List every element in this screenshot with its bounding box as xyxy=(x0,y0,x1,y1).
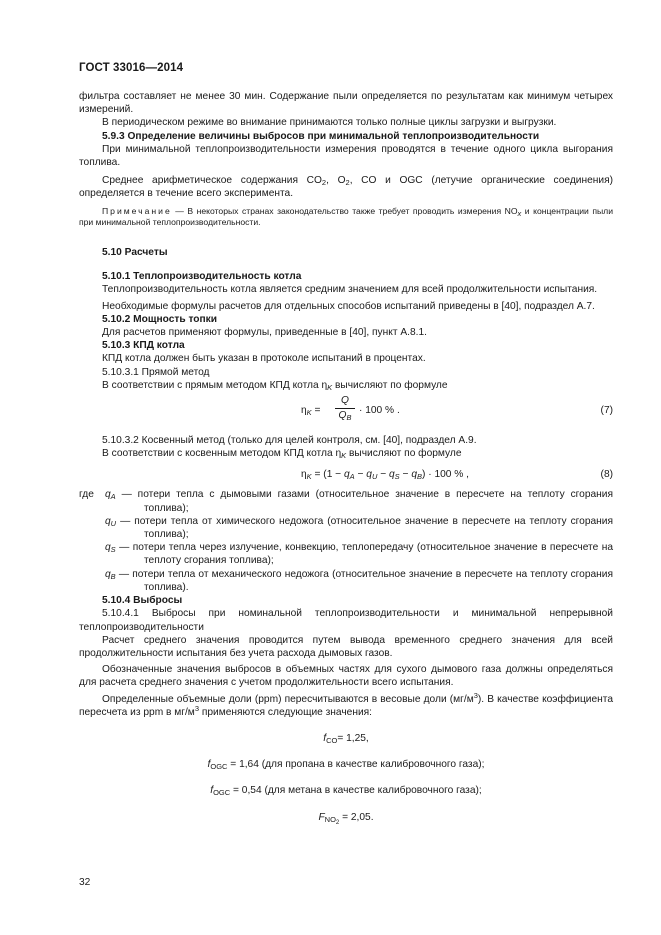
coefficient-f-ogc-propane: $f_{OGC} = 1,64$ (для пропана в качестве калибровочного газа); xyxy=(207,759,485,772)
section-5102-paragraph: Для расчетов применяют формулы, приведенные в [40], пункт А.8.1. xyxy=(102,327,427,339)
section-5101-paragraph-2: Необходимые формулы расчетов для отдельных способов испытаний приведены в [40], подраздел А.7. xyxy=(102,300,595,312)
indirect-method-heading: 5.10.3.2 Косвенный метод (только для целей контроля, см. [40], подраздел А.9. xyxy=(102,435,477,447)
page-header-title: ГОСТ 33016—2014 xyxy=(79,62,184,74)
note-label: Примечание xyxy=(102,205,172,216)
section-5103-paragraph: КПД котла должен быть указан в протоколе испытаний в процентах. xyxy=(102,353,426,365)
formula-7-number: (7) xyxy=(600,405,613,417)
section-5103-heading: 5.10.3 КПД котла xyxy=(102,340,185,352)
intro-paragraph-2: В периодическом режиме во внимание принимаются только полные циклы загрузки и выгрузки. xyxy=(102,117,557,129)
section-593-paragraph-1: При минимальной теплопроизводительности измерения проводятся в течение одного цикла выгорания топлива. xyxy=(79,143,613,169)
page-body xyxy=(79,90,613,824)
section-593-paragraph-2: Среднее арифметическое содержания $CO_2$, $O_2$, CO и OGC (летучие органические соединения) определяется в течение всего эксперимента. xyxy=(79,175,613,200)
section-510-heading: 5.10 Расчеты xyxy=(102,247,168,259)
symbol-definitions xyxy=(79,488,613,594)
section-5104-paragraph-3: Обозначенные значения выбросов в объемных частях для сухого дымового газа должны определяться для расчета среднего значения с учетом продолжительности всего испытания. xyxy=(79,664,613,689)
definition-row: где $q_A$ — потери тепла с дымовыми газами (относительное значение в пересчете на теплоту сгорания топлива); xyxy=(79,489,613,514)
section-593-heading: 5.9.3 Определение величины выбросов при минимальной теплопроизводительности xyxy=(102,130,540,142)
direct-method-paragraph: В соответствии с прямым методом КПД котла $\eta_K$ вычисляют по формуле xyxy=(102,379,448,392)
formula-7: $\eta_K$ = Q $Q_B$ · 100 % . (7) xyxy=(301,395,613,423)
section-5101-heading: 5.10.1 Теплопроизводительность котла xyxy=(102,271,302,283)
coefficient-f-ogc-methane: $f_{OGC} = 0,54$ (для метана в качестве калибровочного газа); xyxy=(210,785,482,798)
formula-8-number: (8) xyxy=(600,469,613,481)
note: Примечание — В некоторых странах законодательство также требует проводить измерения $NO_x$ и концентрации пыли при минимальной теплопроизводительности. xyxy=(79,205,613,227)
definition-row: $q_U$ — потери тепла от химического недожога (относительное значение в пересчете на теплоту сгорания топлива); xyxy=(105,515,613,541)
definition-row: $q_B$ — потери тепла от механического недожога (относительное значение в пересчете на теплоту сгорания топлива). xyxy=(105,568,613,593)
indirect-method-paragraph: В соответствии с косвенным методом КПД котла $\eta_K$ вычисляют по формуле xyxy=(102,448,462,461)
section-5102-heading: 5.10.2 Мощность топки xyxy=(102,313,218,325)
section-5104-heading: 5.10.4 Выбросы xyxy=(102,595,183,607)
direct-method-heading: 5.10.3.1 Прямой метод xyxy=(102,366,210,378)
coefficient-f-no2: $F_{NO_2} = 2,05$. xyxy=(318,811,374,826)
section-5104-paragraph-4: Определенные объемные доли (ppm) пересчитываются в весовые доли $(мг/м^3)$. В качестве коэффициента пересчета из ppm в $мг/м^3$ применяются следующие значения: xyxy=(79,690,613,718)
section-5101-paragraph-1: Теплопроизводительность котла является средним значением для всей продолжительности испытания. xyxy=(102,284,598,296)
coefficient-f-co: $f_{CO}= 1,25$, xyxy=(323,732,369,745)
intro-paragraph-1: фильтра составляет не менее 30 мин. Содержание пыли определяется по результатам как минимум четырех измерений. xyxy=(79,91,613,116)
section-5104-paragraph-2: Расчет среднего значения проводится путем вывода временного среднего значения для всей продолжительности испытания без учета расхода дымовых газов. xyxy=(79,634,613,659)
page-number: 32 xyxy=(79,877,91,888)
definition-row: $q_S$ — потери тепла через излучение, конвекцию, теплопередачу (относительное значение в пересчете на теплоту сгорания топлива); xyxy=(105,542,613,567)
formula-8: $\eta_K = (1 - q_A - q_U - q_S - q_B) \cdot 100$ % , (8) xyxy=(301,469,613,482)
section-5104-paragraph-1: 5.10.4.1 Выбросы при номинальной теплопроизводительности и минимальной непрерывной теплопроизводительности xyxy=(79,608,613,633)
